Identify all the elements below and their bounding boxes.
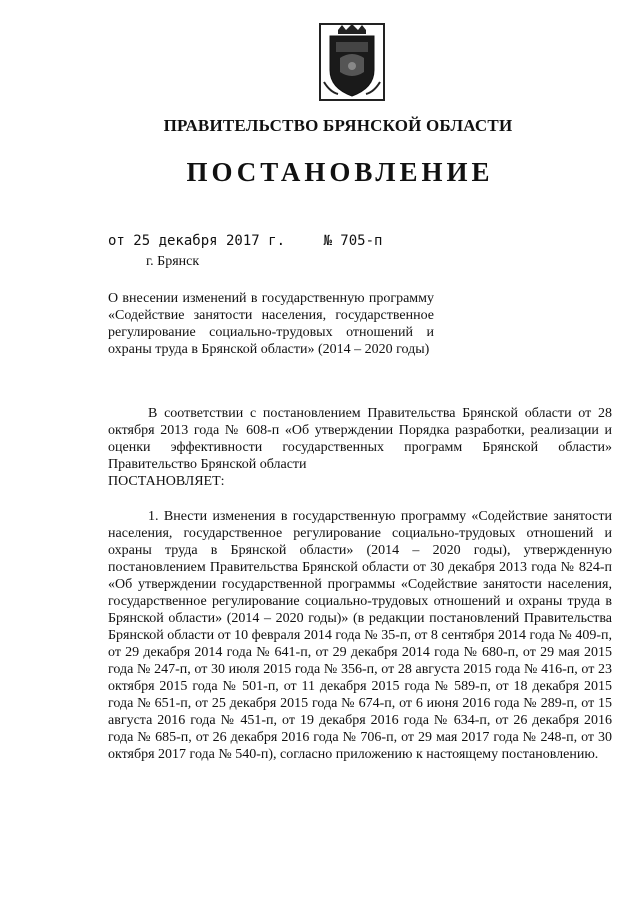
- document-meta: [108, 233, 382, 249]
- preamble-paragraph: В соответствии с постановлением Правительства Брянской области от 28 октября 2013 года № 608-п «Об утверждении Порядка разработки, реализации и оценки эффективности государственных программ Брянской области» Правительство Брянской области: [108, 406, 612, 472]
- coat-of-arms-icon: [318, 22, 386, 102]
- document-type-title: ПОСТАНОВЛЕНИЕ: [186, 157, 494, 187]
- document-date: от 25 декабря 2017 г.: [108, 233, 286, 249]
- document-city: г. Брянск: [146, 254, 200, 269]
- document-body: [108, 405, 612, 763]
- document-subject: О внесении изменений в государственную программу «Содействие занятости населения, государственное регулирование социально-трудовых отношений и охраны труда в Брянской области» (2014 – 2020 годы): [108, 291, 434, 357]
- document-number: № 705-п: [323, 233, 383, 249]
- organization-title: ПРАВИТЕЛЬСТВО БРЯНСКОЙ ОБЛАСТИ: [163, 116, 513, 135]
- resolve-heading: ПОСТАНОВЛЯЕТ:: [108, 474, 225, 489]
- item-1-paragraph: 1. Внести изменения в государственную программу «Содействие занятости населения, государственное регулирование социально-трудовых отношений и охраны труда в Брянской области» (2014 – 2020 годы), утвержденную постановлением Правительства Брянской области от 30 декабря 2013 года № 824-п «Об утверждении государственной программы «Содействие занятости населения, государственное регулирование социально-трудовых отношений и охраны труда в Брянской области» (2014 – 2020 годы)» (в редакции постановлений Правительства Брянской области от 10 февраля 2014 года № 35-п, от 8 сентября 2014 года № 409-п, от 29 декабря 2014 года № 641-п, от 29 декабря 2014 года № 680-п, от 29 мая 2015 года № 247-п, от 30 июля 2015 года № 356-п, от 28 августа 2015 года № 416-п, от 23 октября 2015 года № 501-п, от 11 декабря 2015 года № 589-п, от 18 декабря 2015 года № 651-п, от 25 декабря 2015 года № 674-п, от 6 июня 2016 года № 289-п, от 15 августа 2016 года № 451-п, от 19 декабря 2016 года № 634-п, от 26 декабря 2016 года № 685-п, от 26 декабря 2016 года № 706-п, от 29 мая 2017 года № 248-п, от 30 октября 2017 года № 540-п), согласно приложению к настоящему постановлению.: [108, 509, 612, 762]
